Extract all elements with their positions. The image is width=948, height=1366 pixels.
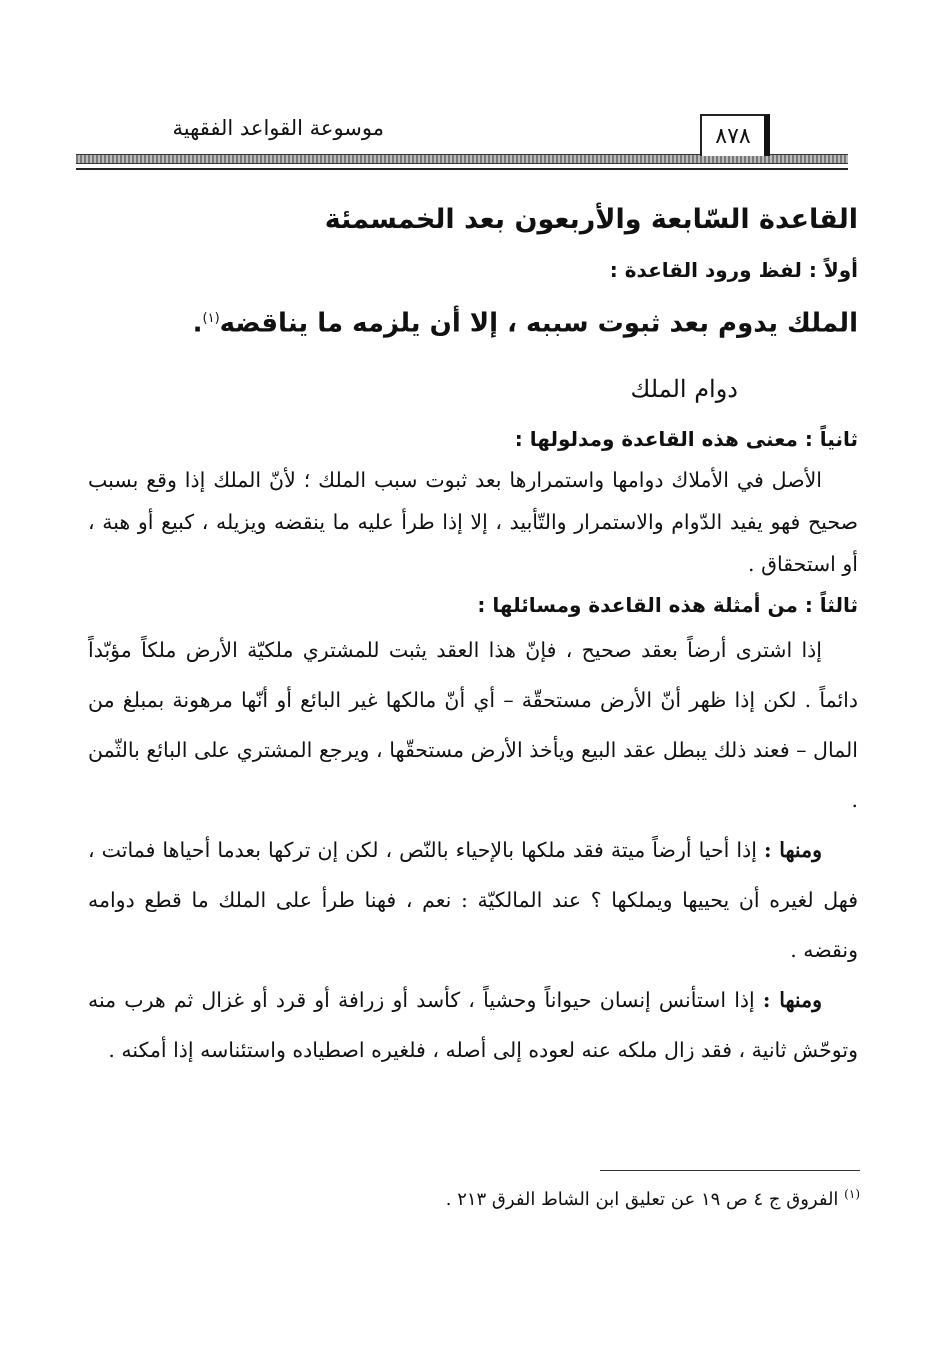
example-paragraph-3 [88,975,858,1075]
page-header [76,100,848,180]
example-3-lead: ومنها : [762,987,822,1012]
footnote-mark: (١) [844,1187,860,1201]
header-divider [76,168,848,170]
book-title: موسوعة القواعد الفقهية [172,116,384,140]
footnote [300,1178,860,1216]
footnote-divider [600,1170,860,1171]
page-number: ٨٧٨ [700,114,770,156]
rule-text-block [88,294,858,349]
rule-text: الملك يدوم بعد ثبوت سببه ، إلا أن يلزمه ما يناقضه [219,308,858,339]
topic-label: دوام الملك [630,374,738,403]
footnote-text: الفروق ج ٤ ص ١٩ عن تعليق ابن الشاط الفرق ٢١٣ . [445,1189,839,1210]
footnote-reference: (١) [202,311,220,326]
example-3-text: إذا استأنس إنسان حيواناً وحشياً ، كأسد أو زرافة أو قرد أو غزال ثم هرب منه وتوحّش ثانية ، فقد زال ملكه عنه لعوده إلى أصله ، فلغيره اصطياده واستئناسه إذا أمكنه . [88,987,858,1062]
rule-title: القاعدة السّابعة والأربعون بعد الخمسمئة [324,204,858,235]
section-three-heading: ثالثاً : من أمثلة هذه القاعدة ومسائلها : [477,592,858,617]
example-paragraph-1: إذا اشترى أرضاً بعقد صحيح ، فإنّ هذا العقد يثبت للمشتري ملكيّة الأرض ملكاً مؤبّداً دائماً . لكن إذا ظهر أنّ الأرض مستحقّة – أي أنّ مالكها غير البائع أو أنّها مرهونة بمبلغ من المال – فعند ذلك يبطل عقد البيع ويأخذ الأرض مستحقّها ، ويرجع المشتري على البائع بالثّمن . [88,637,858,812]
example-2-text: إذا أحيا أرضاً ميتة فقد ملكها بالإحياء بالنّص ، لكن إن تركها بعدما أحياها فماتت ، فهل لغيره أن يحييها ويملكها ؟ عند المالكيّة : نعم ، فهنا طرأ على الملك ما قطع دوامه ونقضه . [88,837,858,962]
meaning-paragraph: الأصل في الأملاك دوامها واستمرارها بعد ثبوت سبب الملك ؛ لأنّ الملك إذا وقع بسبب صحيح فهو يفيد الدّوام والاستمرار والتّأبيد ، إلا إذا طرأ عليه ما ينقضه ويزيله ، كبيع أو هبة ، أو استحقاق . [88,467,858,576]
section-one-heading: أولاً : لفظ ورود القاعدة : [609,258,858,282]
example-2-lead: ومنها : [764,837,822,862]
page-content [88,190,858,1075]
example-paragraph-2 [88,825,858,975]
section-two-heading: ثانياً : معنى هذه القاعدة ومدلولها : [514,426,858,451]
rule-end-mark: . [192,308,203,339]
